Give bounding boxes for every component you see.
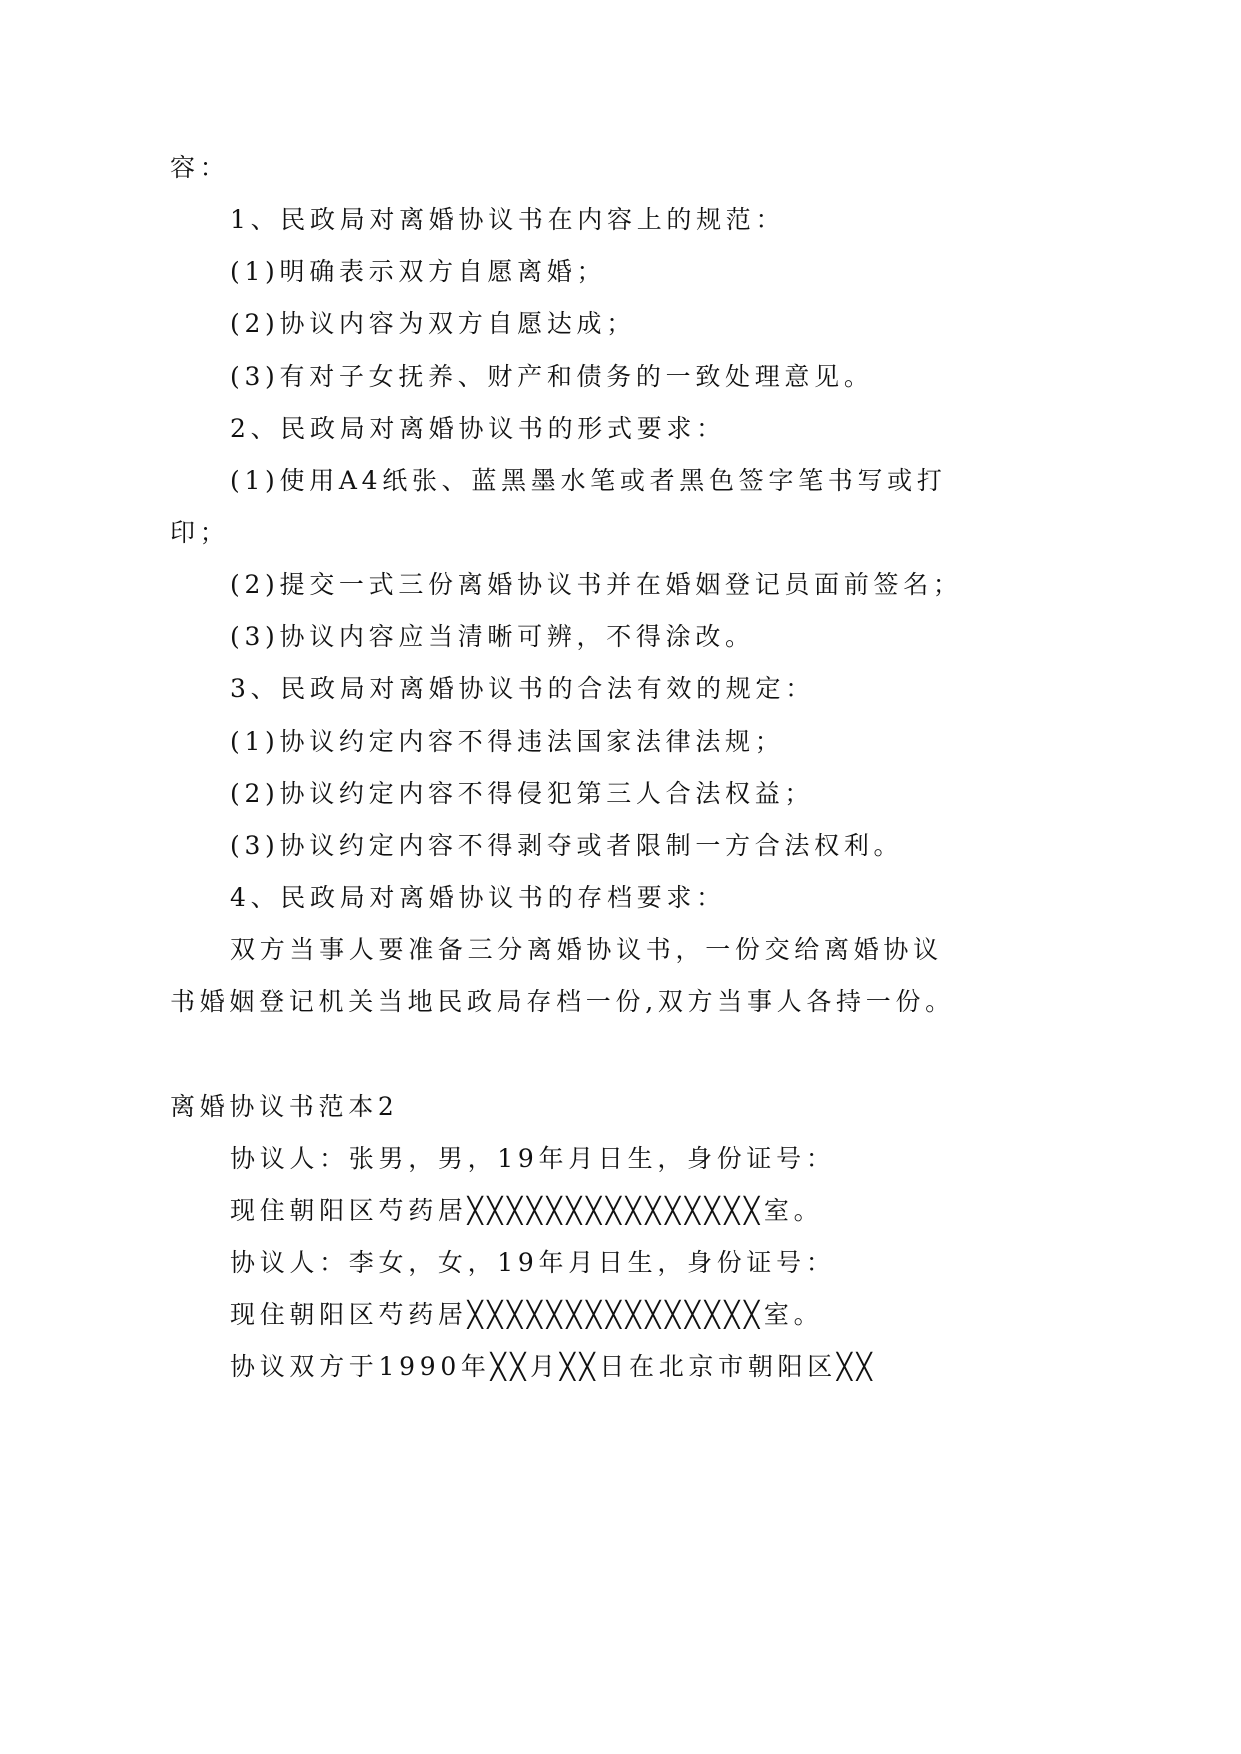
party-address-line: 现住朝阳区芍药居╳╳╳╳╳╳╳╳╳╳╳╳╳╳╳室。 bbox=[230, 1300, 824, 1330]
section-heading-content-rules: 1、民政局对离婚协议书在内容上的规范： bbox=[230, 205, 786, 235]
sample-title: 离婚协议书范本2 bbox=[170, 1091, 399, 1121]
list-item: (1)使用A4纸张、蓝黑墨水笔或者黑色签字笔书写或打 bbox=[230, 465, 947, 495]
marriage-info-line: 协议双方于1990年╳╳月╳╳日在北京市朝阳区╳╳ bbox=[230, 1352, 877, 1382]
paragraph-continuation: 书婚姻登记机关当地民政局存档一份,双方当事人各持一份。 bbox=[170, 987, 955, 1017]
party-info-line: 协议人：李女，女，19年月日生，身份证号： bbox=[230, 1247, 836, 1277]
section-heading-legal-validity: 3、民政局对离婚协议书的合法有效的规定： bbox=[230, 674, 815, 704]
list-item-continuation: 印； bbox=[170, 517, 230, 547]
list-item: (2)提交一式三份离婚协议书并在婚姻登记员面前签名； bbox=[230, 570, 963, 600]
list-item: (2)协议内容为双方自愿达成； bbox=[230, 309, 636, 339]
list-item: (1)协议约定内容不得违法国家法律法规； bbox=[230, 726, 785, 756]
continuation-text: 容： bbox=[170, 153, 230, 182]
list-item: (3)协议约定内容不得剥夺或者限制一方合法权利。 bbox=[230, 830, 904, 860]
party-info-line: 协议人：张男，男，19年月日生，身份证号： bbox=[230, 1143, 836, 1173]
list-item: (1)明确表示双方自愿离婚； bbox=[230, 257, 607, 287]
list-item: (3)协议内容应当清晰可辨，不得涂改。 bbox=[230, 622, 755, 652]
section-heading-archive-requirements: 4、民政局对离婚协议书的存档要求： bbox=[230, 882, 726, 912]
list-item: (2)协议约定内容不得侵犯第三人合法权益； bbox=[230, 778, 815, 808]
party-address-line: 现住朝阳区芍药居╳╳╳╳╳╳╳╳╳╳╳╳╳╳╳室。 bbox=[230, 1195, 824, 1225]
list-item: (3)有对子女抚养、财产和债务的一致处理意见。 bbox=[230, 361, 874, 391]
paragraph-text: 双方当事人要准备三分离婚协议书，一份交给离婚协议 bbox=[230, 935, 943, 965]
section-heading-format-requirements: 2、民政局对离婚协议书的形式要求： bbox=[230, 413, 726, 443]
